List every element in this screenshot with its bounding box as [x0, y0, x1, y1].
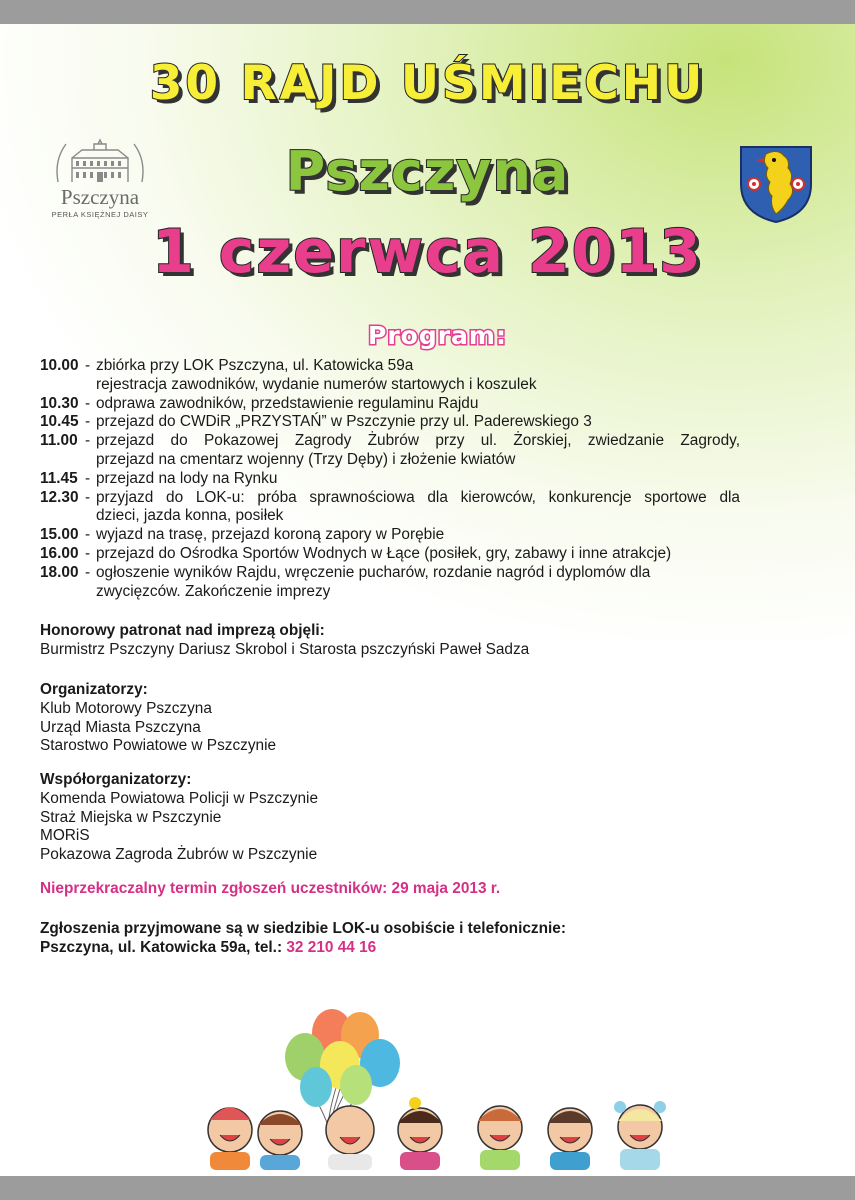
coorganizer-item: Komenda Powiatowa Policji w Pszczynie — [40, 789, 319, 807]
kids-balloons-illustration — [180, 995, 700, 1180]
event-date: 1 czerwca 2013 — [152, 217, 703, 287]
schedule-item — [40, 357, 740, 395]
bottom-band — [0, 1176, 855, 1200]
contact-address: Pszczyna, ul. Katowicka 59a, tel.: — [40, 938, 283, 956]
schedule-text: przejazd do Pokazowej Zagrody Żubrów przy ul. Żorskiej, zwiedzanie Zagrody, — [96, 432, 740, 450]
schedule-time: 18.00 — [40, 563, 79, 581]
schedule-item — [40, 432, 740, 470]
schedule-text: dzieci, jazda konna, posiłek — [96, 507, 284, 525]
coorganizer-item: Pokazowa Zagroda Żubrów w Pszczynie — [40, 846, 318, 864]
separator-dash: - — [85, 357, 91, 374]
top-band — [0, 0, 855, 24]
phone-number: 32 210 44 16 — [286, 938, 377, 956]
patron-text: Burmistrz Pszczyny Dariusz Skrobol i Starosta pszczyński Paweł Sadza — [40, 640, 530, 658]
program-heading: Program: — [368, 321, 507, 350]
patron-heading: Honorowy patronat nad imprezą objęli: — [40, 622, 325, 639]
separator-dash: - — [85, 469, 91, 487]
separator-dash: - — [85, 488, 91, 506]
separator-dash: - — [85, 394, 91, 412]
event-title: 30 RAJD UŚMIECHU — [149, 56, 706, 111]
separator-dash: - — [85, 526, 91, 544]
pszczyna-logo — [40, 138, 160, 238]
patron-section — [40, 622, 529, 660]
schedule-text: przyjazd do LOK-u: próba sprawnościowa dla kierowców, konkurencje sportowe dla — [96, 488, 740, 506]
schedule-item — [40, 395, 740, 414]
schedule-time: 10.00 — [40, 357, 79, 374]
schedule-item — [40, 489, 740, 527]
schedule-item — [40, 545, 740, 564]
contact-section — [40, 920, 566, 958]
logo-tagline: PERŁA KSIĘŻNEJ DAISY — [51, 210, 149, 219]
schedule-text: przejazd na cmentarz wojenny (Trzy Dęby) i złożenie kwiatów — [96, 450, 516, 468]
separator-dash: - — [85, 544, 91, 562]
schedule-text: ogłoszenie wyników Rajdu, wręczenie pucharów, rozdanie nagród i dyplomów dla — [96, 563, 651, 581]
coorganizer-item: MORiS — [40, 827, 90, 845]
schedule-item — [40, 413, 740, 432]
schedule-time: 11.45 — [40, 469, 78, 487]
schedule-time: 10.30 — [40, 394, 79, 412]
separator-dash: - — [85, 413, 91, 431]
schedule-time: 16.00 — [40, 544, 79, 562]
separator-dash: - — [85, 432, 91, 450]
organizer-item: Starostwo Powiatowe w Pszczynie — [40, 737, 277, 755]
registration-deadline: Nieprzekraczalny termin zgłoszeń uczestników: 29 maja 2013 r. — [40, 880, 501, 897]
coorganizer-item: Straż Miejska w Pszczynie — [40, 808, 222, 826]
schedule-item — [40, 564, 740, 602]
schedule-time: 15.00 — [40, 526, 79, 544]
schedule-time: 10.45 — [40, 413, 79, 431]
schedule-text: przejazd do Ośrodka Sportów Wodnych w Łące (posiłek, gry, zabawy i inne atrakcje) — [96, 544, 672, 562]
schedule-text: wyjazd na trasę, przejazd koroną zapory w Porębie — [96, 526, 445, 544]
schedule-text: rejestracja zawodników, wydanie numerów startowych i koszulek — [96, 375, 537, 393]
organizers-heading: Organizatorzy: — [40, 681, 148, 698]
coat-of-arms — [738, 144, 814, 229]
organizers-section — [40, 681, 276, 756]
schedule-text: odprawa zawodników, przedstawienie regulaminu Rajdu — [96, 394, 479, 412]
schedule-time: 12.30 — [40, 488, 79, 506]
children-with-balloons-icon — [180, 995, 700, 1175]
schedule-text: zbiórka przy LOK Pszczyna, ul. Katowicka 59a — [96, 357, 414, 374]
schedule-text: przejazd na lody na Rynku — [96, 469, 278, 487]
schedule-item — [40, 470, 740, 489]
palace-icon — [52, 138, 148, 184]
schedule-text: zwycięzców. Zakończenie imprezy — [96, 582, 331, 600]
separator-dash: - — [85, 563, 91, 581]
eagle-crest-icon — [738, 144, 814, 224]
event-city: Pszczyna — [285, 140, 570, 203]
logo-name: Pszczyna — [60, 185, 140, 209]
schedule-text: przejazd do CWDiR „PRZYSTAŃ” w Pszczynie przy ul. Paderewskiego 3 — [96, 413, 592, 431]
organizer-item: Urząd Miasta Pszczyna — [40, 718, 201, 736]
contact-line: Zgłoszenia przyjmowane są w siedzibie LOK-u osobiście i telefonicznie: — [40, 920, 566, 937]
coorganizers-section — [40, 771, 318, 865]
coorganizers-heading: Współorganizatorzy: — [40, 771, 192, 788]
schedule-item — [40, 526, 740, 545]
organizer-item: Klub Motorowy Pszczyna — [40, 699, 212, 717]
program-schedule — [40, 357, 740, 601]
schedule-time: 11.00 — [40, 432, 78, 450]
